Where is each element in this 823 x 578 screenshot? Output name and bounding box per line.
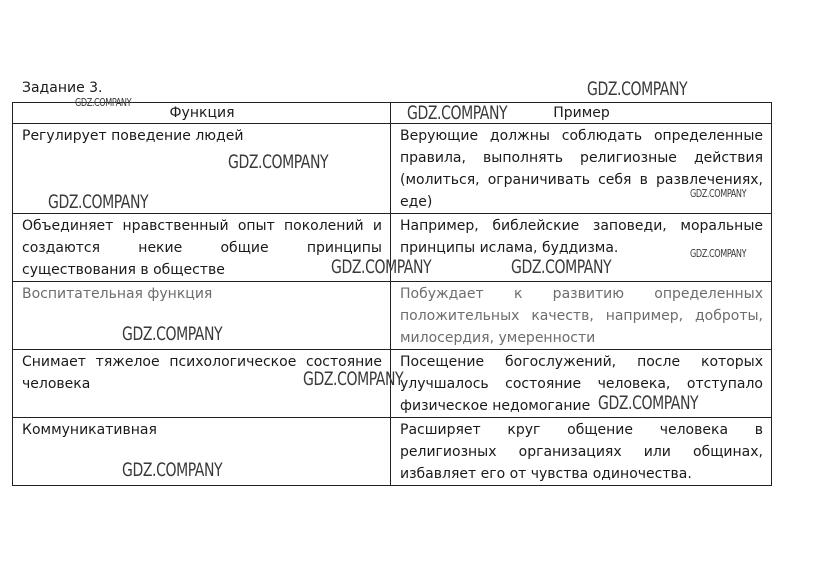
- watermark: GDZ.COMPANY: [48, 191, 149, 213]
- watermark: GDZ.COMPANY: [511, 256, 612, 278]
- watermark: GDZ.COMPANY: [75, 96, 132, 109]
- task-title: Задание 3.: [22, 80, 103, 96]
- functions-table: [12, 102, 772, 486]
- example-cell: Посещение богослужений, после которых улучшалось состояние человека, отступало физическое недомогание: [391, 350, 772, 418]
- example-cell: Например, библейские заповеди, моральные принципы ислама, буддизма.: [391, 214, 772, 282]
- watermark: GDZ.COMPANY: [122, 323, 223, 345]
- watermark: GDZ.COMPANY: [690, 187, 747, 200]
- function-cell: Снимает тяжелое психологическое состояние человека: [13, 350, 391, 418]
- watermark: GDZ.COMPANY: [122, 459, 223, 481]
- function-cell: Объединяет нравственный опыт поколений и создаются некие общие принципы существования в обществе: [13, 214, 391, 282]
- header-function: Функция: [13, 103, 391, 124]
- example-cell: Верующие должны соблюдать определенные правила, выполнять религиозные действия (молиться, ограничивать себя в развлечениях, еде): [391, 124, 772, 214]
- watermark: GDZ.COMPANY: [331, 256, 432, 278]
- example-cell: Побуждает к развитию определенных положительных качеств, например, доброты, милосердия, умеренности: [391, 282, 772, 350]
- watermark: GDZ.COMPANY: [587, 78, 688, 100]
- function-cell: Воспитательная функция: [13, 282, 391, 350]
- example-cell: Расширяет круг общение человека в религиозных организациях или общинах, избавляет его от чувства одиночества.: [391, 418, 772, 486]
- watermark: GDZ.COMPANY: [690, 247, 747, 260]
- watermark: GDZ.COMPANY: [598, 392, 699, 414]
- function-cell: Регулирует поведение людей: [13, 124, 391, 214]
- watermark: GDZ.COMPANY: [407, 102, 508, 124]
- header-example: Пример: [391, 103, 772, 124]
- function-cell: Коммуникативная: [13, 418, 391, 486]
- watermark: GDZ.COMPANY: [228, 151, 329, 173]
- watermark: GDZ.COMPANY: [303, 368, 404, 390]
